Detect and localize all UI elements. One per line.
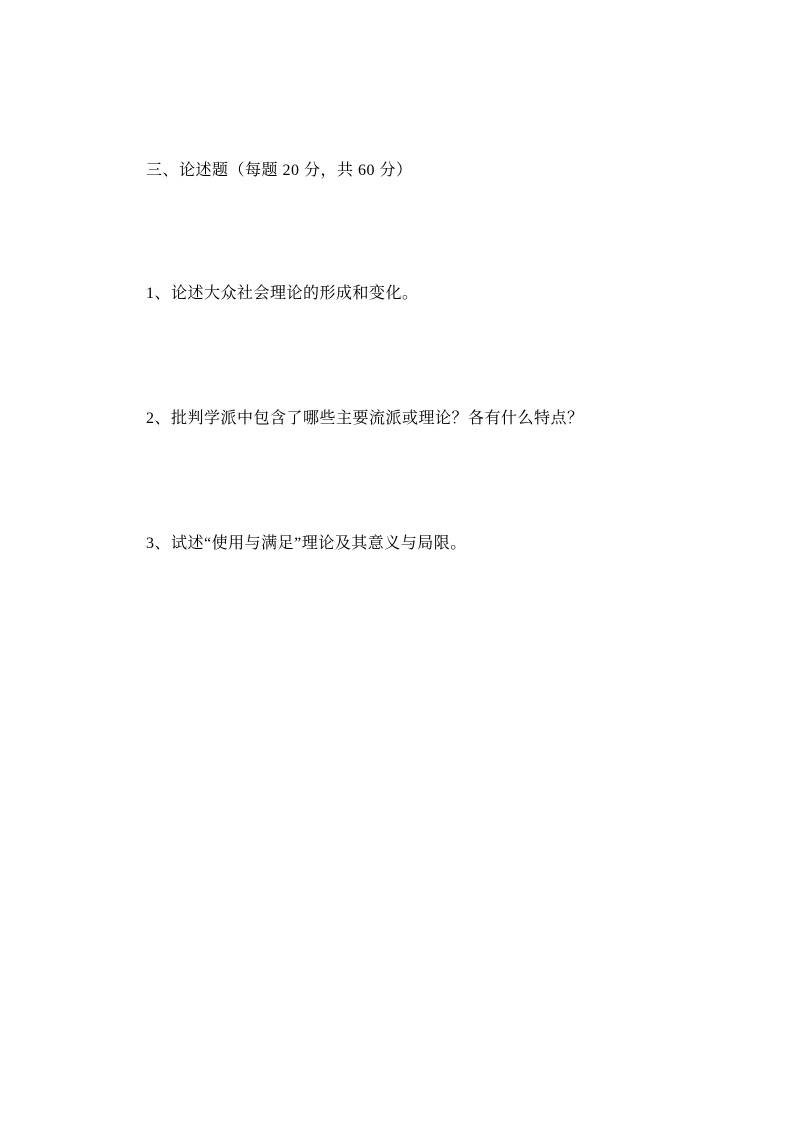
question-item-2: 2、批判学派中包含了哪些主要流派或理论？各有什么特点？ — [146, 410, 584, 427]
question-item-1: 1、论述大众社会理论的形成和变化。 — [146, 285, 419, 302]
section-heading: 三、论述题（每题 20 分，共 60 分） — [146, 162, 413, 179]
question-item-3: 3、试述“使用与满足”理论及其意义与局限。 — [146, 535, 467, 552]
